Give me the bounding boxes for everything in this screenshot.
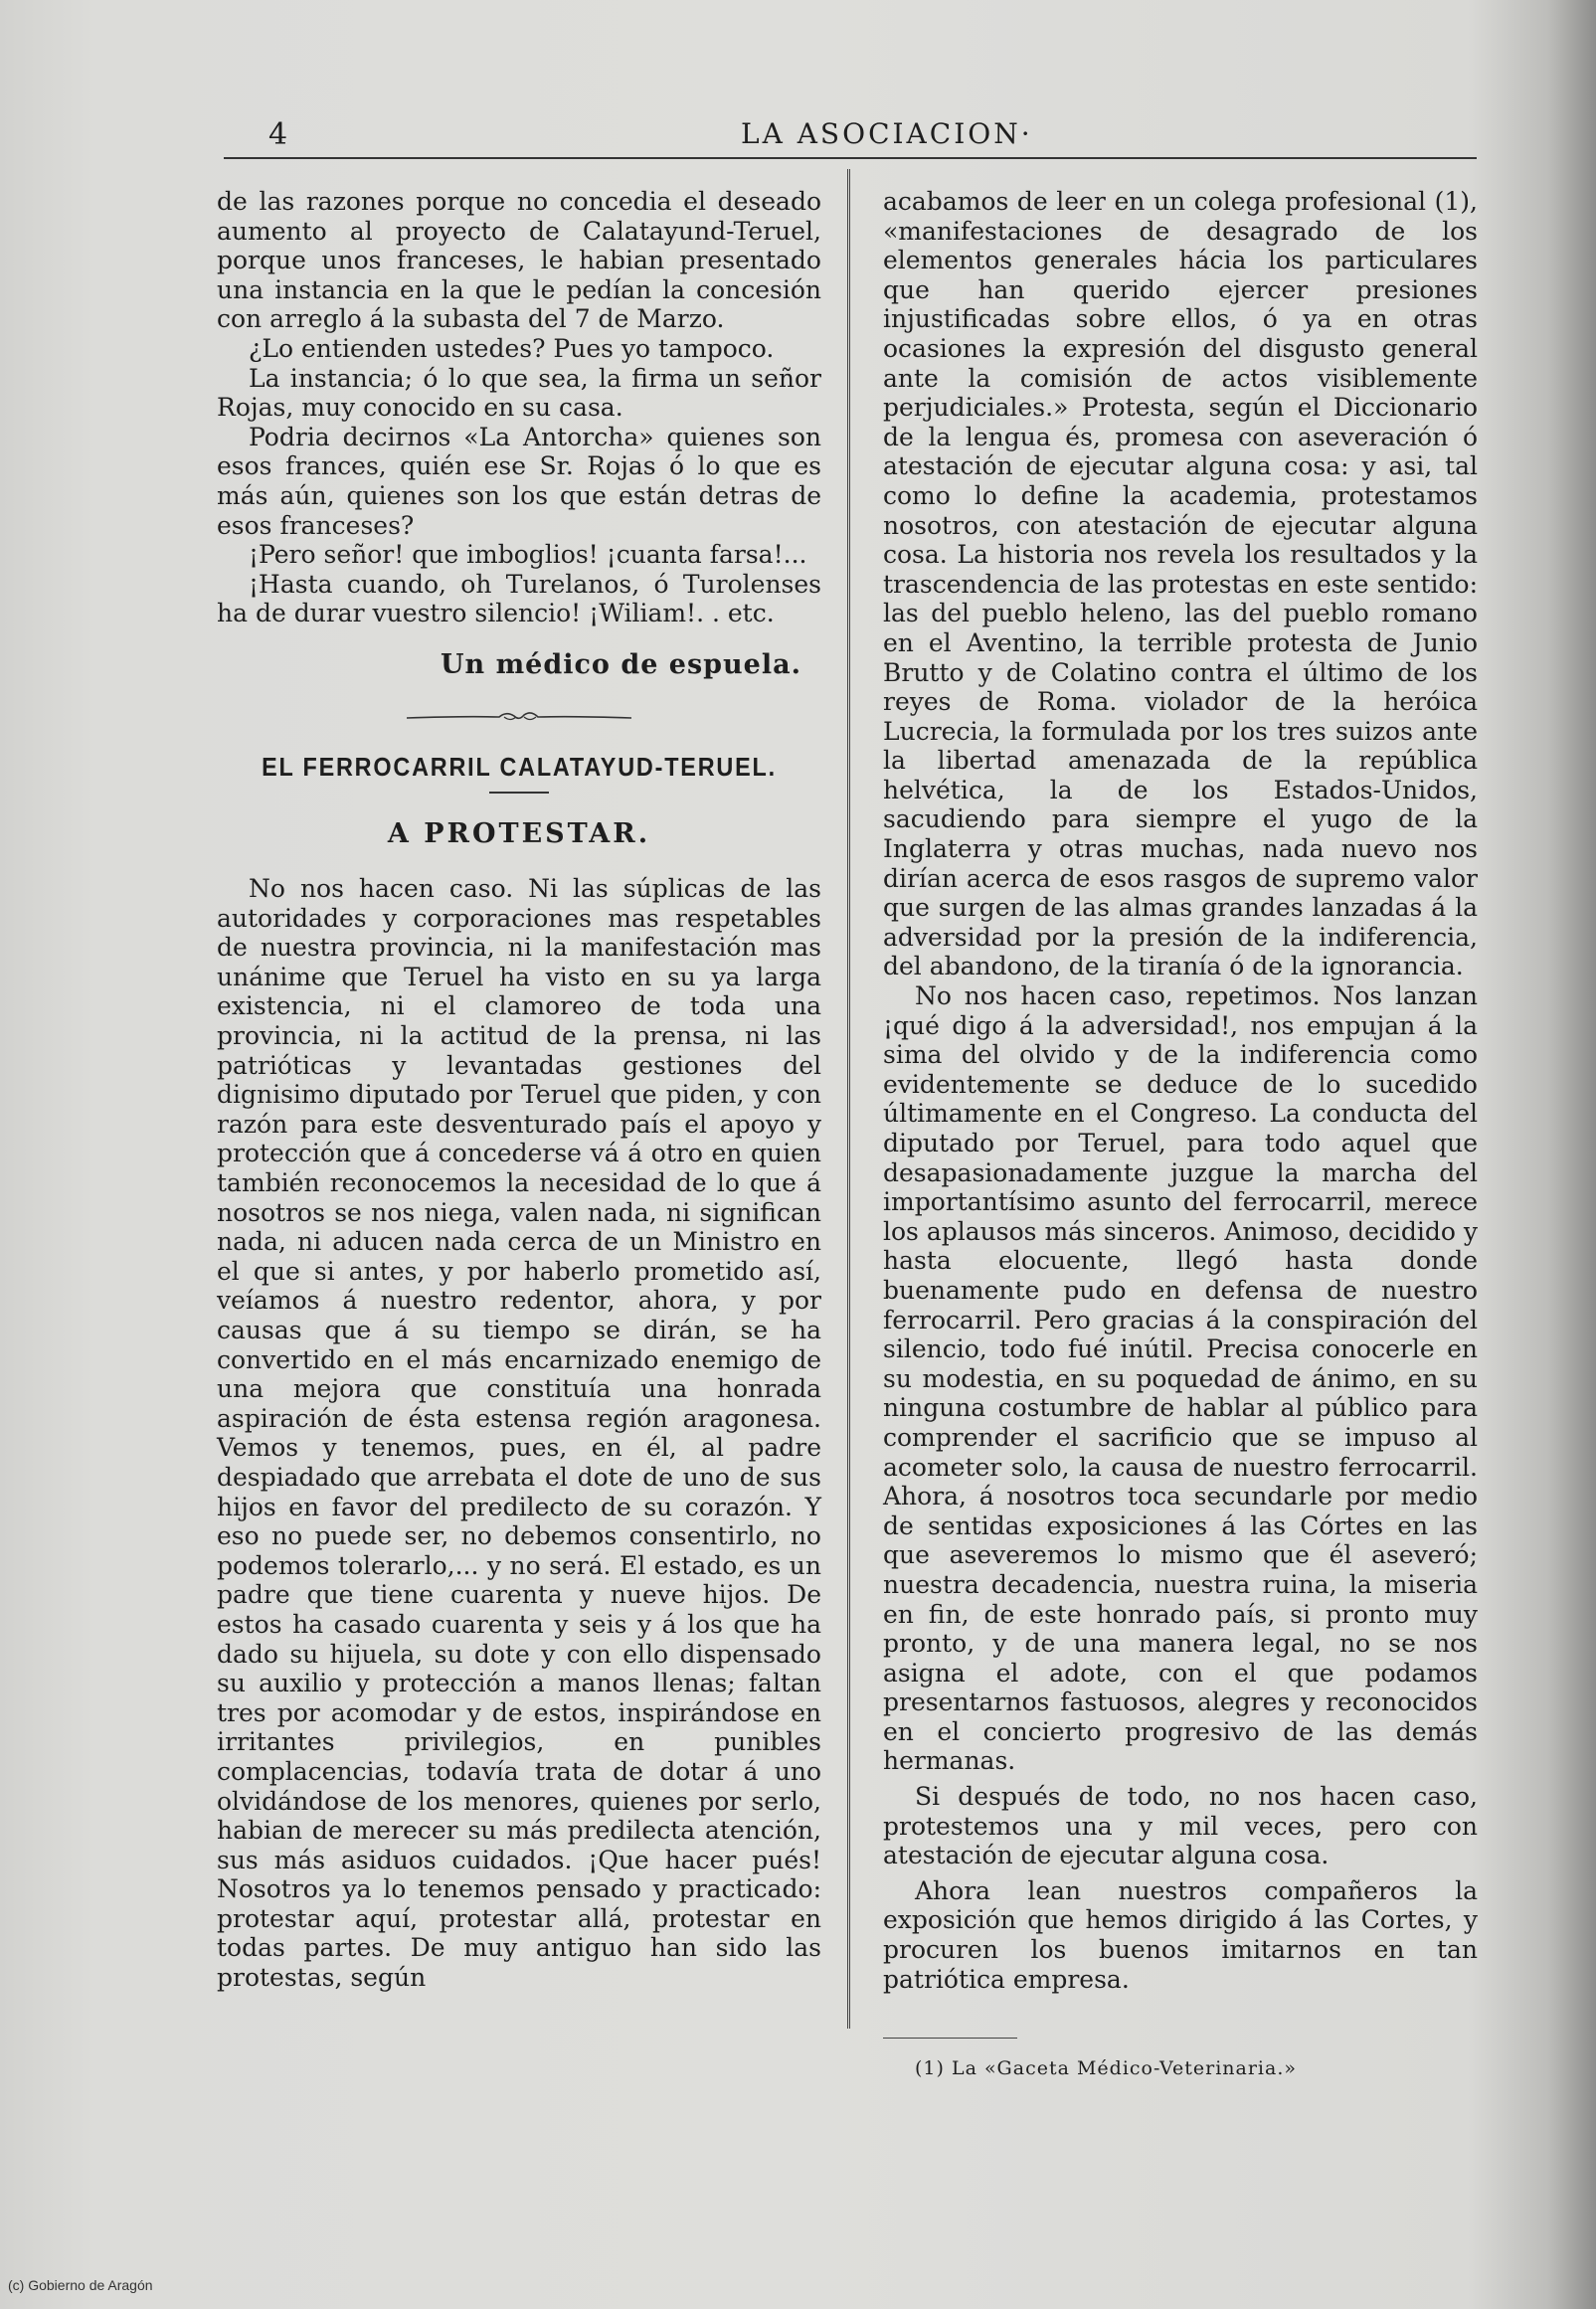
copyright-watermark: (c) Gobierno de Aragón bbox=[8, 2277, 153, 2293]
paragraph: La instancia; ó lo que sea, la firma un señor Rojas, muy conocido en su casa. bbox=[217, 363, 821, 423]
paragraph: ¡Hasta cuando, oh Turelanos, ó Turolenses ha de durar vuestro silencio! ¡Wiliam!. . etc. bbox=[217, 569, 821, 628]
article-paragraph: No nos hacen caso. Ni las súplicas de las autoridades y corporaciones mas respetables de nuestra provincia, ni la manifestación mas unánime que Teruel ha visto en su ya larga existencia, ni el clamoreo de toda una provincia, ni la actitud de la prensa, ni las patrióticas y levantadas gestiones del dignisimo diputado por Teruel que piden, y con razón para este desventurado país el apoyo y protección que á concederse vá á otro en quien también reconocemos la necesidad de lo que á nosotros se nos niega, valen nada, ni significan nada, ni aducen nada cerca de un Ministro en el que si antes, y por haberlo prometido así, veíamos á nuestro redentor, ahora, y por causas que á su tiempo se dirán, se ha convertido en el más encarnizado enemigo de una mejora que constituía una honrada aspiración de ésta estensa región aragonesa. Vemos y tenemos, pues, en él, al padre despiadado que arrebata el dote de uno de sus hijos en favor del predilecto de su corazón. Y eso no puede ser, no debemos consentirlo, no podemos tolerarlo,... y no será. El estado, es un padre que tiene cuarenta y nueve hijos. De estos ha casado cuarenta y seis y á los que ha dado su hijuela, su dote y con ello dispensado su auxilio y protección a manos llenas; faltan tres por acomodar y de estos, inspirándose en irritantes privilegios, en punibles complacencias, todavía trata de dotar á uno olvidándose de los menores, quienes por serlo, habian de merecer su más predilecta atención, sus más asiduos cuidados. ¡Que hacer pués! Nosotros ya lo tenemos pensado y practicado: protestar aquí, protestar allá, protestar en todas partes. De muy antiguo han sido las protestas, según bbox=[217, 874, 821, 1993]
author-signature: Un médico de espuela. bbox=[441, 648, 801, 680]
section-title: EL FERROCARRIL CALATAYUD-TERUEL. bbox=[262, 751, 777, 782]
paragraph: Ahora lean nuestros compañeros la exposición que hemos dirigido á las Cortes, y procuren los buenos imitarnos en tan patriótica empresa. bbox=[883, 1875, 1478, 1994]
paragraph: Si después de todo, no nos hacen caso, protestemos una y mil veces, pero con atestación de ejecutar alguna cosa. bbox=[883, 1782, 1478, 1870]
paragraph: No nos hacen caso, repetimos. Nos lanzan ¡qué digo á la adversidad!, nos empujan á la sima del olvido y de la indiferencia como evidentemente se deduce de lo sucedido últimamente en el Congreso. La conducta del diputado por Teruel, para todo aquel que desapasionadamente juzgue la marcha del importantísimo asunto del ferrocarril, merece los aplausos más sinceros. Animoso, decidido y hasta elocuente, llegó hasta donde buenamente pudo en defensa de nuestro ferrocarril. Pero gracias á la conspiración del silencio, todo fué inútil. Precisa conocerle en su modestia, en su poquedad de ánimo, en su ninguna costumbre de hablar al público para comprender el sacrificio que se impuso al acometer solo, la causa de nuestro ferrocarril. Ahora, á nosotros toca secundarle por medio de sentidas exposiciones á las Córtes en las que aseveremos lo mismo que él aseveró; nuestra decadencia, nuestra ruina, la miseria en fin, de este honrado país, si pronto muy pronto, y de una manera legal, no se nos asigna el adote, con el que podamos presentarnos fastuosos, alegres y reconocidos en el concierto progresivo de las demás hermanas. bbox=[883, 981, 1478, 1776]
journal-title: LA ASOCIACION· bbox=[741, 117, 1033, 150]
column-divider bbox=[847, 169, 850, 2029]
footnote: (1) La «Gaceta Médico-Veterinaria.» bbox=[915, 2057, 1297, 2080]
ornament-divider bbox=[405, 704, 633, 724]
paragraph: ¿Lo entienden ustedes? Pues yo tampoco. bbox=[249, 333, 775, 363]
paragraph: Podria decirnos «La Antorcha» quienes son esos frances, quién ese Sr. Rojas ó lo que es más aún, quienes son los que están detras de esos franceses? bbox=[217, 422, 821, 540]
paragraph: acabamos de leer en un colega profesional (1), «manifestaciones de desagrado de los elementos generales hácia los particulares que han querido ejercer presiones injustificadas sobre ellos, ó ya en otras ocasiones la expresión del disgusto general ante la comisión de actos visiblemente perjudiciales.» Protesta, según el Diccionario de la lengua és, promesa con aseveración ó atestación de ejecutar alguna cosa: y asi, tal como lo define la academia, protestamos nosotros, con atestación de ejecutar alguna cosa. La historia nos revela los resultados y la trascendencia de las protestas en este sentido: las del pueblo heleno, las del pueblo romano en el Aventino, la terrible protesta de Junio Brutto y de Colatino contra el último de los reyes de Roma. violador de la heróica Lucrecia, la formulada por los tres suizos ante la libertad amenazada de la república helvética, la de los Estados-Unidos, sacudiendo para siempre el yugo de la Inglaterra y otras muchas, nada nuevo nos dirían acerca de esos rasgos de supremo valor que surgen de las almas grandes lanzadas á la adversidad por la presión de la indiferencia, del abandono, de la tiranía ó de la ignorancia. bbox=[883, 187, 1478, 981]
flourish-icon bbox=[405, 707, 633, 727]
right-column bbox=[883, 187, 1478, 2080]
running-head bbox=[224, 109, 1477, 152]
paragraph: de las razones porque no concedia el deseado aumento al proyecto de Calatayund-Teruel, porque unos franceses, le habian presentado una instancia en la que le pedían la concesión con arreglo á la subasta del 7 de Marzo. bbox=[217, 187, 821, 334]
article-subtitle: A PROTESTAR. bbox=[387, 817, 651, 849]
footnote-rule bbox=[883, 2038, 1017, 2039]
title-rule bbox=[489, 792, 549, 794]
header-rule bbox=[224, 157, 1477, 159]
page-number: 4 bbox=[268, 117, 288, 152]
paragraph: ¡Pero señor! que imboglios! ¡cuanta farsa!... bbox=[249, 540, 807, 570]
left-column bbox=[217, 187, 821, 1993]
